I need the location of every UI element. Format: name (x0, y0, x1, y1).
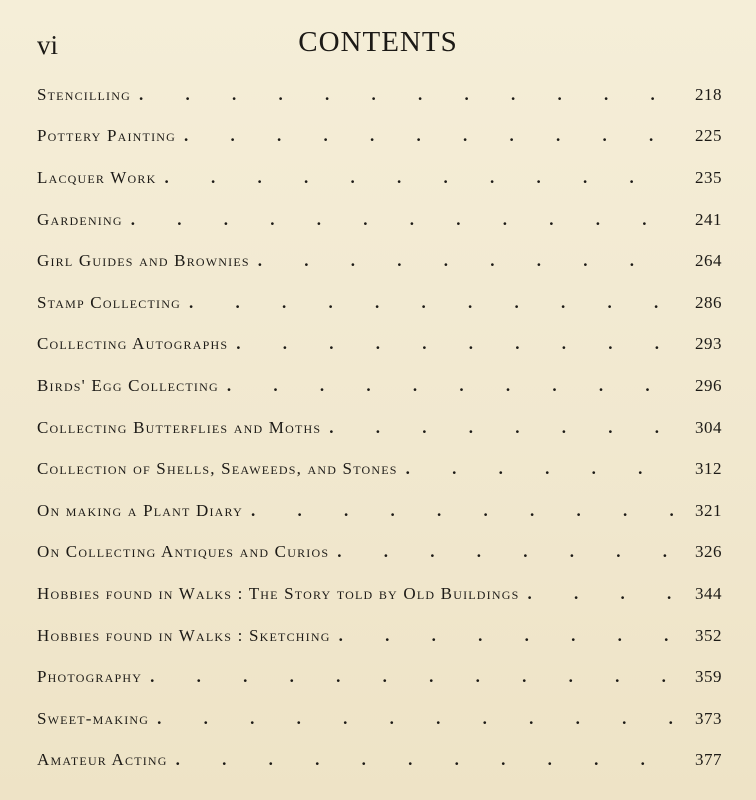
toc-entry-title: Pottery Painting (37, 126, 177, 146)
toc-entry-title: Collection of Shells, Seaweeds, and Stones (37, 459, 398, 479)
dot-leader (176, 749, 674, 771)
toc-entry-page: 373 (695, 708, 722, 728)
dot-leader (139, 84, 674, 106)
dot-leader (157, 708, 674, 730)
table-of-contents (37, 74, 722, 781)
toc-entry (37, 490, 722, 532)
dot-leader (406, 458, 674, 480)
toc-entry (37, 157, 722, 199)
toc-entry (37, 74, 722, 116)
toc-entry-title: Lacquer Work (37, 167, 157, 187)
toc-entry-page: 293 (695, 334, 722, 354)
toc-entry-page: 241 (695, 209, 722, 229)
toc-entry (37, 656, 722, 698)
toc-entry-page: 321 (695, 500, 722, 520)
toc-entry-title: Hobbies found in Walks : The Story told by Old Buildings (37, 583, 520, 603)
toc-entry (37, 116, 722, 158)
toc-entry-title: Girl Guides and Brownies (37, 251, 250, 271)
toc-entry-page: 225 (695, 126, 722, 146)
toc-entry (37, 740, 722, 782)
page-title: CONTENTS (298, 26, 458, 58)
toc-entry (37, 448, 722, 490)
dot-leader (339, 625, 674, 647)
dot-leader (189, 292, 674, 314)
toc-entry-title: Sweet-making (37, 708, 150, 728)
toc-entry (37, 199, 722, 241)
dot-leader (164, 167, 674, 189)
toc-entry-title: Amateur Acting (37, 750, 168, 770)
toc-entry (37, 282, 722, 324)
dot-leader (150, 666, 674, 688)
toc-entry (37, 240, 722, 282)
toc-entry-page: 218 (695, 84, 722, 104)
dot-leader (527, 583, 674, 605)
dot-leader (227, 375, 674, 397)
toc-entry-page: 304 (695, 417, 722, 437)
dot-leader (329, 417, 674, 439)
toc-entry-title: Birds' Egg Collecting (37, 375, 219, 395)
toc-entry (37, 615, 722, 657)
dot-leader (258, 250, 674, 272)
toc-entry-page: 312 (695, 459, 722, 479)
toc-entry (37, 573, 722, 615)
toc-entry-title: On Collecting Antiques and Curios (37, 542, 330, 562)
toc-entry (37, 698, 722, 740)
dot-leader (236, 333, 674, 355)
dot-leader (184, 125, 674, 147)
toc-entry-page: 296 (695, 375, 722, 395)
toc-entry-title: Photography (37, 667, 143, 687)
toc-entry (37, 532, 722, 574)
dot-leader (337, 541, 674, 563)
toc-entry-page: 352 (695, 625, 722, 645)
toc-entry-title: Hobbies found in Walks : Sketching (37, 625, 331, 645)
toc-entry-title: Collecting Autographs (37, 334, 229, 354)
toc-entry-title: Stamp Collecting (37, 292, 181, 312)
dot-leader (251, 500, 674, 522)
toc-entry-page: 235 (695, 167, 722, 187)
toc-entry-page: 326 (695, 542, 722, 562)
toc-entry (37, 407, 722, 449)
toc-entry-page: 377 (695, 750, 722, 770)
toc-entry-page: 359 (695, 667, 722, 687)
toc-entry-title: On making a Plant Diary (37, 500, 243, 520)
toc-entry-title: Gardening (37, 209, 123, 229)
toc-entry (37, 365, 722, 407)
page-number: vi (37, 30, 59, 60)
toc-entry-page: 344 (695, 583, 722, 603)
toc-entry-title: Stencilling (37, 84, 131, 104)
toc-entry-page: 286 (695, 292, 722, 312)
dot-leader (131, 209, 674, 231)
toc-entry (37, 324, 722, 366)
toc-entry-title: Collecting Butterflies and Moths (37, 417, 322, 437)
toc-entry-page: 264 (695, 251, 722, 271)
